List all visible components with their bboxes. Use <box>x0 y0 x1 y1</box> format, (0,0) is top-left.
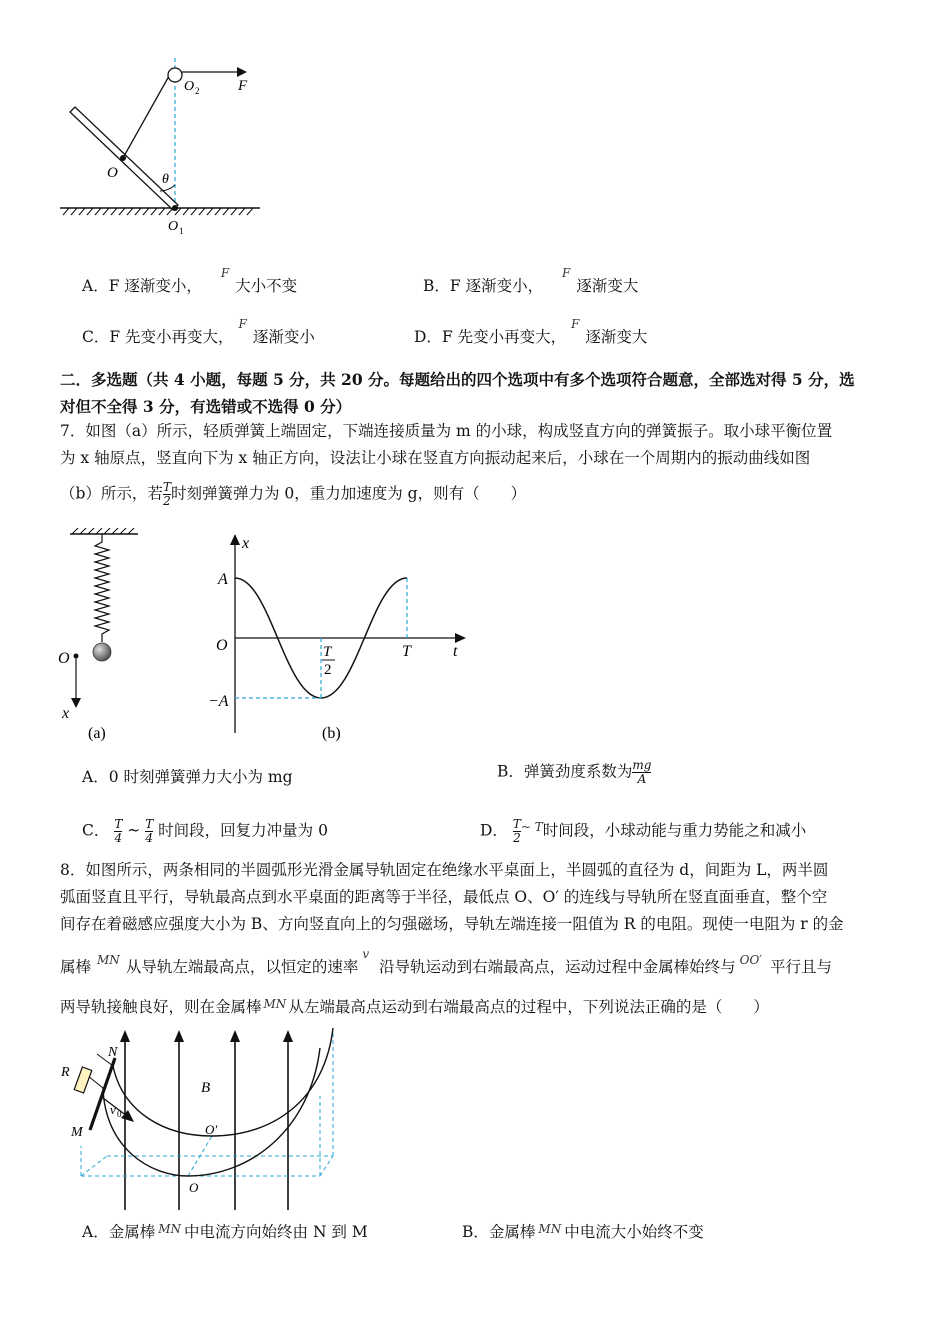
q6-figure <box>55 50 315 240</box>
q8-option-a-pre: 金属棒 <box>108 1223 156 1241</box>
q6-label-O2-sub: 2 <box>195 86 200 96</box>
q8-option-a-MN: MN <box>158 1222 182 1236</box>
q7-option-c-letter: C． <box>82 821 110 840</box>
q7-option-d[interactable] <box>480 818 806 845</box>
q8-line4-a: 属棒 <box>60 958 92 976</box>
q6-option-b-letter: B． <box>423 277 450 295</box>
q6-label-O1-sub: 1 <box>179 226 184 236</box>
q8-label-M: M <box>71 1125 83 1140</box>
q7b-label-T: T <box>402 643 411 660</box>
q7-option-b-letter: B． <box>497 762 524 781</box>
q7-stem-line1: 7．如图（a）所示，轻质弹簧上端固定，下端连接质量为 m 的小球，构成竖直方向的弹簧振子。取小球平衡位置 <box>60 422 833 440</box>
q6-option-d-text: F 先变小再变大， <box>441 328 567 346</box>
section-2-header-line2: 对但不全得 3 分，有选错或不选得 0 分） <box>60 397 352 416</box>
q7-frac-t-half <box>163 481 171 508</box>
q8-option-a[interactable] <box>82 1222 368 1243</box>
q7-option-c-tilde: ~ <box>127 821 141 840</box>
q8-option-b-pre: 金属棒 <box>488 1223 536 1241</box>
q8-option-a-post: 中电流方向始终由 N 到 M <box>184 1223 368 1241</box>
q6-option-c-letter: C． <box>82 328 110 346</box>
q7-stem-line2: 为 x 轴原点，竖直向下为 x 轴正方向，设法让小球在竖直方向振动起来后，小球在一个周期内的振动曲线如图 <box>60 449 811 467</box>
q8-option-b-letter: B． <box>462 1223 489 1241</box>
q8-figure <box>55 1018 355 1218</box>
q8-line4-OO: OO′ <box>739 953 763 967</box>
q7-option-c-text: 时间段，回复力冲量为 0 <box>158 821 328 840</box>
q6-option-d-letter: D． <box>414 328 442 346</box>
q7b-label-negA: −A <box>208 693 229 710</box>
q6-option-b-var: F <box>562 266 571 280</box>
q6-option-b[interactable] <box>423 266 639 297</box>
q8-option-b[interactable] <box>462 1222 704 1243</box>
q7-option-c-f2d: 4 <box>145 831 154 845</box>
q8-stem-line5 <box>60 997 769 1018</box>
q6-option-d[interactable] <box>414 317 648 348</box>
q7-option-a-text: 0 时刻弹簧弹力大小为 mg <box>108 768 293 786</box>
q8-label-Op: O′ <box>205 1122 218 1137</box>
q7-option-b-num: mg <box>632 758 652 772</box>
q7a-caption: (a) <box>88 725 106 742</box>
q8-label-O: O <box>189 1180 199 1195</box>
q7-option-d-letter: D． <box>480 821 508 840</box>
q7-option-b[interactable] <box>497 759 651 786</box>
q7-option-b-den: A <box>632 772 651 786</box>
q6-option-a-text: F 逐渐变小， <box>108 277 202 295</box>
q7a-label-x: x <box>62 705 70 722</box>
q7-option-c-f2n: T <box>145 817 154 831</box>
q7-stem-line3 <box>60 481 526 508</box>
q7-option-c-f1n: T <box>114 817 123 831</box>
q6-label-O1: O <box>168 219 179 234</box>
q8-label-v0: v <box>110 1102 116 1117</box>
q8-option-b-post: 中电流大小始终不变 <box>564 1223 704 1241</box>
q6-option-c-post: 逐渐变小 <box>252 328 315 346</box>
q6-option-a[interactable] <box>82 266 298 297</box>
q7-option-c-frac1 <box>114 818 122 845</box>
q7-option-a-letter: A． <box>82 768 109 786</box>
q6-option-a-var: F <box>220 266 230 280</box>
q8-stem-line3: 间存在着磁感应强度大小为 B、方向竖直向上的匀强磁场，导轨左端连接一阻值为 R 的电阻。现使一电阻为 r 的金 <box>60 915 844 933</box>
q8-line4-b: 从导轨左端最高点，以恒定的速率 <box>125 958 359 976</box>
q6-option-b-post: 逐渐变大 <box>576 277 639 295</box>
q7b-label-A: A <box>218 571 228 588</box>
q7b-label-T-half-num: T <box>323 644 332 660</box>
q7b-label-x: x <box>242 535 250 552</box>
q7-option-d-frac <box>513 818 521 845</box>
q8-label-v0-sub: 0 <box>117 1109 122 1119</box>
q7-option-a[interactable] <box>82 767 293 787</box>
q7-stem-line3-post: 时刻弹簧弹力为 0，重力加速度为 g，则有（ ） <box>170 484 527 503</box>
q6-option-c-text: F 先变小再变大， <box>109 328 234 346</box>
q8-line4-d: 平行且与 <box>770 958 833 976</box>
q7-frac-num: T <box>162 480 171 494</box>
q8-option-a-letter: A． <box>82 1223 109 1241</box>
q8-option-b-MN: MN <box>538 1222 562 1236</box>
q8-label-R: R <box>61 1065 70 1080</box>
q8-stem-line2: 弧面竖直且平行，导轨最高点到水平桌面的距离等于半径，最低点 O、O′ 的连线与导轨所在竖直面垂直，整个空 <box>60 888 828 906</box>
q6-option-c[interactable] <box>82 317 315 348</box>
q8-line5-b: 从左端最高点运动到右端最高点的过程中，下列说法正确的是（ ） <box>288 998 769 1016</box>
section-2-header-line1: 二．多选题（共 4 小题，每题 5 分，共 20 分。每题给出的四个选项中有多个选项符合题意，全部选对得 5 分，选 <box>60 370 855 389</box>
q7-frac-den: 2 <box>163 494 171 508</box>
q7-option-d-mid: ~ T <box>520 819 543 834</box>
q6-option-d-var: F <box>571 317 580 331</box>
q7-option-b-frac <box>632 759 651 786</box>
q7-stem-line3-pre: （b）所示，若 <box>60 484 163 503</box>
q6-label-F: F <box>238 78 248 94</box>
q7a-label-O: O <box>58 650 70 667</box>
q7b-caption: (b) <box>322 725 341 742</box>
q6-option-d-post: 逐渐变大 <box>585 328 648 346</box>
q6-option-a-post: 大小不变 <box>235 277 298 295</box>
q6-option-a-letter: A． <box>82 277 109 295</box>
q7-option-d-f1d: 2 <box>513 831 521 845</box>
q8-label-N: N <box>108 1045 118 1060</box>
q7-option-b-text: 弹簧劲度系数为 <box>523 762 633 781</box>
q8-label-B: B <box>201 1080 211 1096</box>
q7-figure-a <box>52 528 152 748</box>
q8-line4-v: v <box>362 947 370 961</box>
q7b-label-T-half-den: 2 <box>324 662 332 678</box>
q8-line5-MN: MN <box>263 997 287 1011</box>
q7-option-c-frac2 <box>145 818 153 845</box>
q6-label-theta: θ <box>162 172 169 187</box>
q6-option-b-text: F 逐渐变小， <box>449 277 544 295</box>
q7-option-c-f1d: 4 <box>114 831 123 845</box>
q7-figure-b <box>200 528 480 748</box>
q8-line4-MN: MN <box>97 953 120 967</box>
q8-line4-c: 沿导轨运动到右端最高点，运动过程中金属棒始终与 <box>379 958 736 976</box>
q7-option-d-text: 时间段，小球动能与重力势能之和减小 <box>542 821 807 840</box>
q6-option-c-var: F <box>238 317 247 331</box>
q7b-label-O: O <box>216 637 228 654</box>
q7-option-c[interactable] <box>82 818 328 845</box>
q7b-label-t: t <box>453 643 458 660</box>
q8-stem-line4 <box>60 947 833 978</box>
q6-label-O: O <box>107 165 118 181</box>
q7-option-d-f1n: T <box>512 817 521 831</box>
q8-stem-line1: 8．如图所示，两条相同的半圆弧形光滑金属导轨固定在绝缘水平桌面上，半圆弧的直径为 d，间距为 L，两半圆 <box>60 861 829 879</box>
q6-label-O2: O <box>184 79 195 94</box>
q8-line5-a: 两导轨接触良好，则在金属棒 <box>60 998 262 1016</box>
